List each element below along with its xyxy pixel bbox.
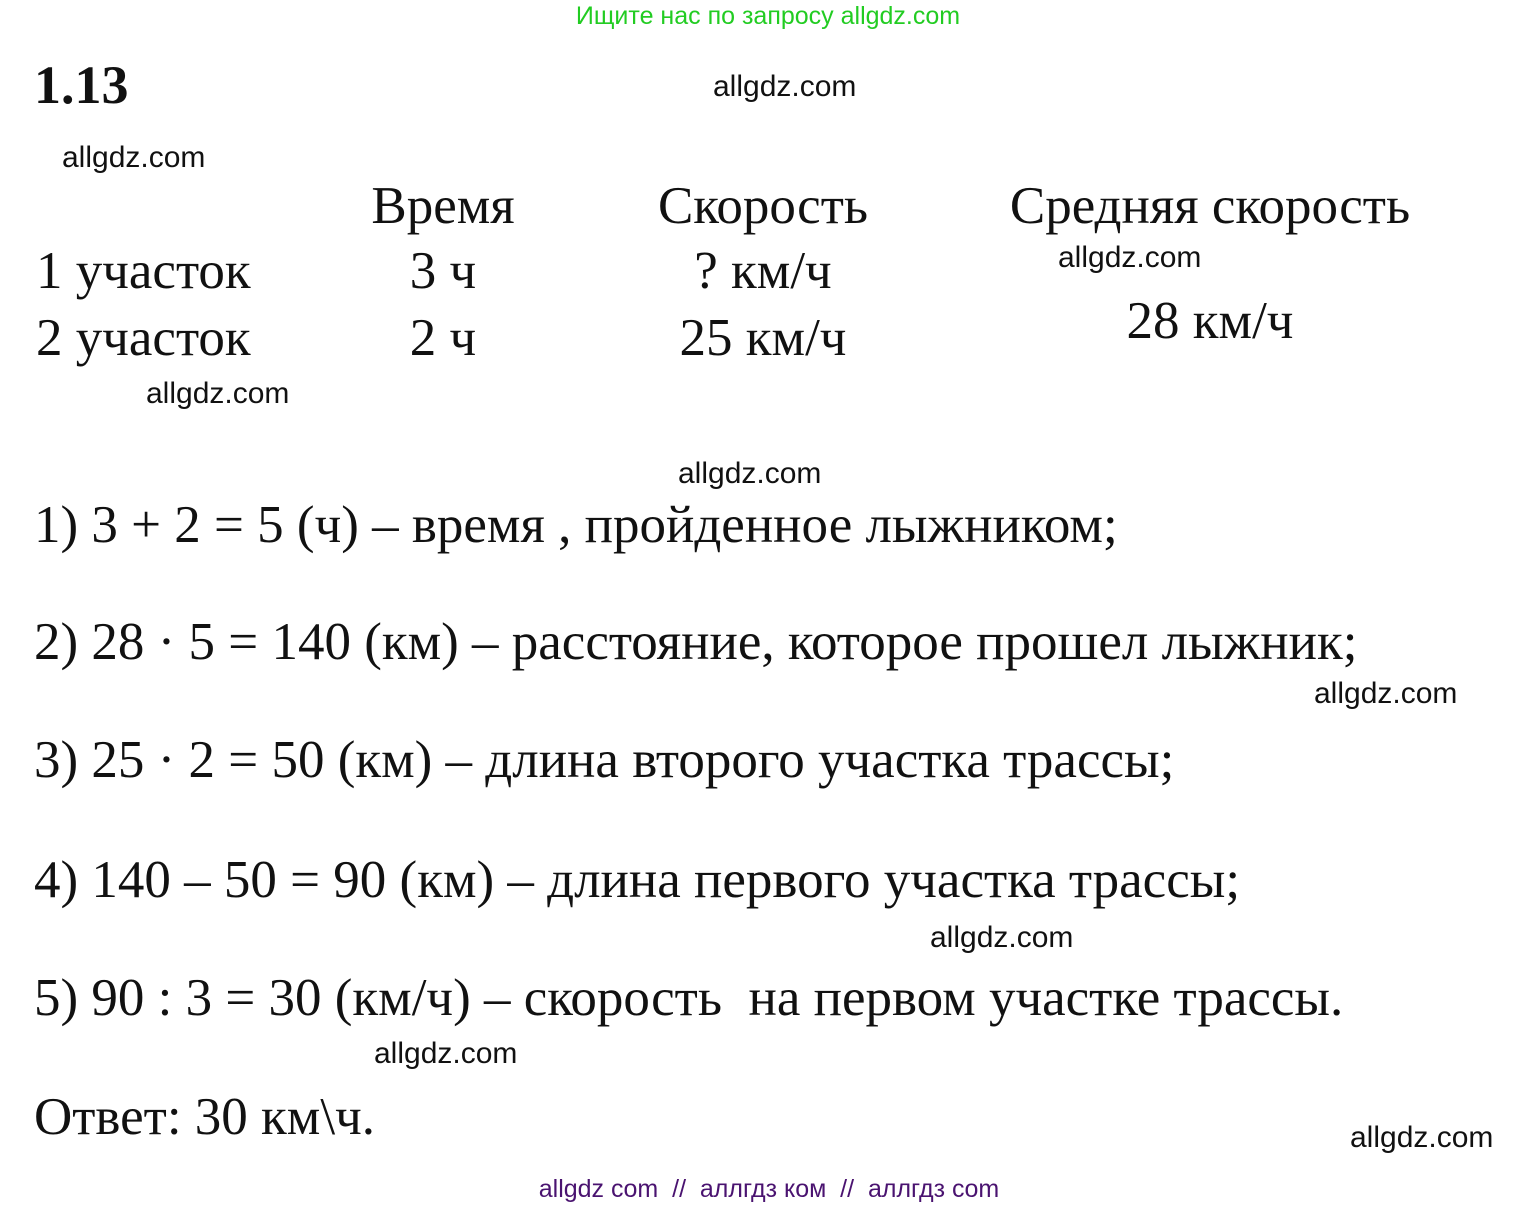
solution-step-2: 2) 28 · 5 = 140 (км) – расстояние, которое прошел лыжник; — [34, 613, 1358, 671]
task-number: 1.13 — [34, 55, 129, 115]
solution-step-4: 4) 140 – 50 = 90 (км) – длина первого участка трассы; — [34, 851, 1241, 909]
watermark: allgdz.com — [1314, 677, 1458, 710]
row2-speed: 25 км/ч — [679, 309, 847, 367]
row2-time: 2 ч — [409, 309, 477, 367]
solution-step-1: 1) 3 + 2 = 5 (ч) – время , пройденное лыжником; — [34, 496, 1118, 554]
watermark: allgdz.com — [1058, 241, 1202, 274]
footer-banner: allgdz com // аллгдз ком // аллгдз com — [538, 1175, 1000, 1203]
watermark: allgdz.com — [930, 921, 1074, 954]
header-banner: Ищите нас по запросу allgdz.com — [575, 2, 961, 30]
row1-speed: ? км/ч — [694, 242, 832, 300]
watermark: allgdz.com — [62, 141, 206, 174]
table-header-speed: Скорость — [657, 177, 869, 235]
table-header-time: Время — [371, 177, 515, 235]
solution-step-3: 3) 25 · 2 = 50 (км) – длина второго участка трассы; — [34, 731, 1175, 789]
watermark: allgdz.com — [678, 457, 822, 490]
answer: Ответ: 30 км\ч. — [34, 1088, 375, 1146]
watermark: allgdz.com — [713, 70, 857, 103]
row2-label: 2 участок — [36, 309, 251, 367]
solution-step-5: 5) 90 : 3 = 30 (км/ч) – скорость на первом участке трассы. — [34, 969, 1344, 1027]
row1-time: 3 ч — [409, 242, 477, 300]
table-header-average-speed: Средняя скорость — [1009, 177, 1411, 235]
watermark: allgdz.com — [374, 1037, 518, 1070]
average-speed-value: 28 км/ч — [1126, 292, 1294, 350]
watermark: allgdz.com — [146, 377, 290, 410]
watermark: allgdz.com — [1350, 1121, 1494, 1154]
row1-label: 1 участок — [36, 242, 251, 300]
